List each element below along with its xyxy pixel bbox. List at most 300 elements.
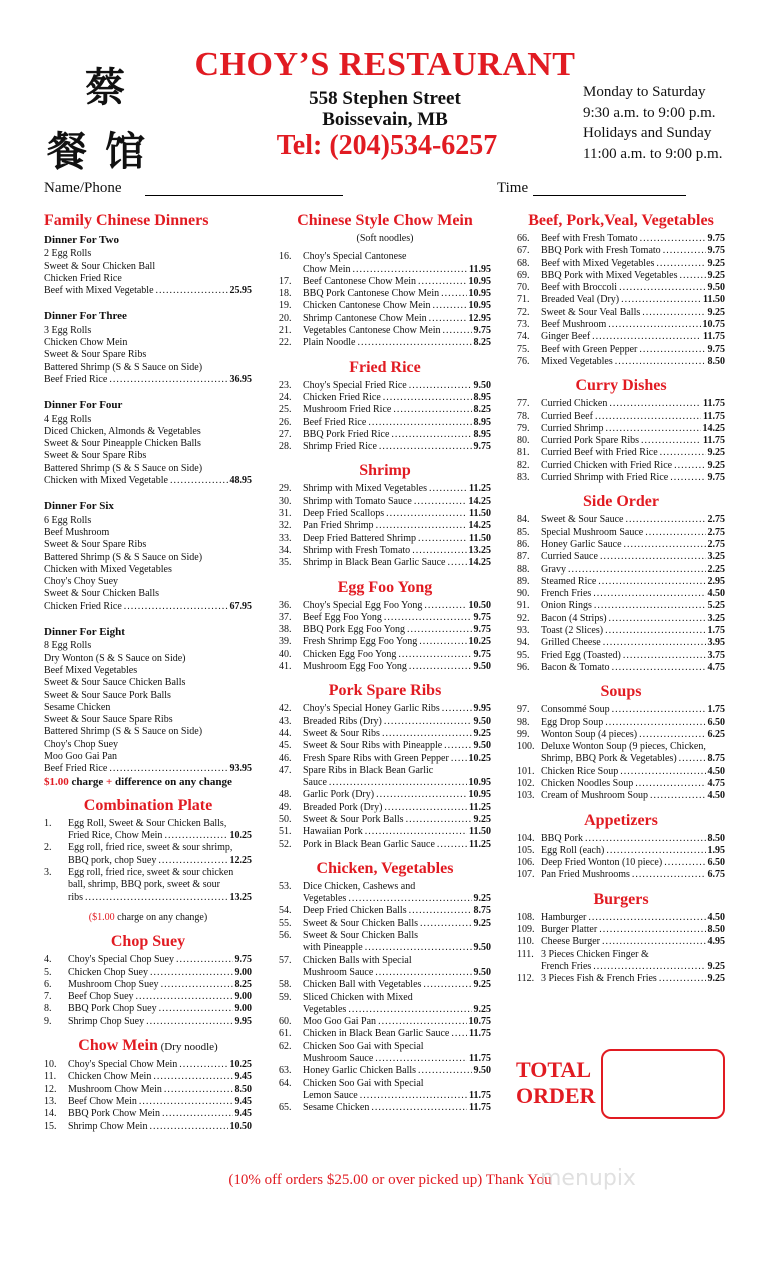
item-number: 99. [517, 728, 530, 740]
item-name: Bacon & Tomato ..... [541, 662, 706, 674]
dinner-name: Dinner For Four [44, 399, 123, 412]
item-price: 11.95 [469, 263, 491, 275]
dinner-item-name: Sweet & Sour Spare Ribs [44, 539, 147, 551]
item-name: Fried Rice, Chow Mein ..... [68, 830, 228, 842]
menu-item-line [517, 447, 725, 459]
menu-item-line [279, 600, 491, 612]
item-name: Chicken in Black Bean Garlic Sauce ..... [303, 1028, 467, 1040]
item-price: 2.95 [707, 575, 725, 587]
menu-item [517, 514, 725, 526]
item-number: 42. [279, 703, 292, 715]
dinner-item-name: Chicken Fried Rice ..... [44, 601, 228, 613]
item-name: Hawaiian Pork ..... [303, 826, 467, 838]
menu-item-line [279, 881, 491, 893]
item-number: 97. [517, 704, 530, 716]
menu-item [44, 1121, 252, 1133]
menu-item-line [279, 1041, 491, 1053]
item-name: Beef with Green Pepper ..... [541, 344, 706, 356]
item-price: 12.25 [229, 854, 252, 866]
item-price: 13.25 [229, 891, 252, 903]
item-price: 11.25 [469, 483, 491, 495]
item-name: Egg Roll (each) ..... [541, 845, 706, 857]
item-price: 11.75 [703, 331, 725, 343]
item-name: BBQ Pork Chow Mein ..... [68, 1108, 233, 1120]
menu-item [517, 307, 725, 319]
item-number: 78. [517, 410, 530, 422]
combination-list [44, 818, 252, 904]
menu-item-line [279, 661, 491, 673]
menu-item [517, 460, 725, 472]
menu-item [44, 1108, 252, 1120]
section-title-egg-foo-yong: Egg Foo Yong [337, 578, 433, 596]
item-name: Shrimp Chow Mein ..... [68, 1121, 228, 1133]
item-number: 52. [279, 838, 292, 850]
menu-item-line [44, 1108, 252, 1120]
item-name: Choy's Special Cantonese [303, 251, 407, 263]
item-number: 106. [517, 857, 535, 869]
menu-item [517, 551, 725, 563]
menu-item [517, 576, 725, 588]
time-field[interactable] [533, 195, 686, 196]
chinese-chow-mein-subtitle: (Soft noodles) [356, 233, 414, 244]
item-number: 104. [517, 832, 535, 844]
menu-item [44, 991, 252, 1003]
item-number: 14. [44, 1108, 57, 1120]
item-number: 34. [279, 544, 292, 556]
item-number: 26. [279, 416, 292, 428]
item-number: 32. [279, 520, 292, 532]
dinner-item-name: 2 Egg Rolls [44, 248, 92, 260]
item-name: BBQ Pork with Mixed Vegetables ..... [541, 270, 706, 282]
item-number: 4. [44, 954, 52, 966]
menu-item-line [517, 460, 725, 472]
item-number: 9. [44, 1015, 52, 1027]
appetizers-list [517, 833, 725, 882]
item-name: Egg roll, fried rice, sweet & sour shrimp, [68, 842, 233, 854]
item-price: 3.95 [707, 637, 725, 649]
item-name: Mushroom Sauce ..... [303, 967, 472, 979]
item-name: Deep Fried Scallops ..... [303, 508, 467, 520]
item-price: 9.50 [473, 966, 491, 978]
side-order-list [517, 514, 725, 674]
item-price: 11.25 [469, 838, 491, 850]
item-number: 29. [279, 483, 292, 495]
item-price: 10.50 [229, 1120, 252, 1132]
dinner-item-name: Beef Mushroom [44, 526, 110, 538]
menu-item-line [279, 612, 491, 624]
item-name: Chicken Cantonese Chow Mein ..... [303, 300, 467, 312]
item-number: 60. [279, 1016, 292, 1028]
item-name: Pan Fried Shrimp ..... [303, 520, 467, 532]
menu-item-line [44, 991, 252, 1003]
menu-item-line [279, 313, 491, 325]
item-number: 75. [517, 343, 530, 355]
item-number: 19. [279, 300, 292, 312]
family-dinner [44, 500, 252, 613]
item-name: BBQ Pork Fried Rice ..... [303, 429, 472, 441]
item-number: 43. [279, 715, 292, 727]
item-name: Vegetables Cantonese Chow Mein ..... [303, 325, 472, 337]
menu-item-line [279, 955, 491, 967]
menu-item [44, 1059, 252, 1071]
item-price: 9.50 [473, 379, 491, 391]
item-name: Deep Fried Chicken Balls ..... [303, 905, 472, 917]
menu-item-line [44, 954, 252, 966]
item-number: 27. [279, 428, 292, 440]
menu-item [517, 356, 725, 368]
item-price: 9.25 [707, 269, 725, 281]
item-price: 8.95 [473, 416, 491, 428]
item-number: 5. [44, 966, 52, 978]
menu-item-line [517, 833, 725, 845]
dinner-item [44, 726, 252, 738]
item-price: 10.95 [468, 300, 491, 312]
menu-item [279, 1078, 491, 1103]
dinner-price: 67.95 [229, 600, 252, 612]
dinner-item-name: Sweet & Sour Pineapple Chicken Balls [44, 438, 201, 450]
item-price: 9.25 [473, 727, 491, 739]
menu-item [279, 313, 491, 325]
menu-item [279, 826, 491, 838]
item-name: Choy's Special Egg Foo Yong ..... [303, 600, 467, 612]
item-price: 4.75 [707, 777, 725, 789]
section-title-curry: Curry Dishes [575, 377, 667, 395]
charge-note [44, 776, 252, 788]
item-name: Breaded Pork (Dry) ..... [303, 802, 467, 814]
item-number: 3. [44, 867, 52, 879]
section-title-chow-mein [44, 1036, 252, 1057]
item-number: 68. [517, 257, 530, 269]
menu-item [517, 869, 725, 881]
menu-item-line [279, 1016, 491, 1028]
menu-item [517, 411, 725, 423]
item-name: Deluxe Wonton Soup (9 pieces, Chicken, [541, 741, 706, 753]
family-dinners [44, 234, 252, 776]
item-name: Grilled Cheese ..... [541, 637, 706, 649]
watermark-logo: menupix [540, 1166, 636, 1191]
dinner-item [44, 285, 252, 297]
item-price: 9.75 [473, 611, 491, 623]
menu-item-line [44, 818, 252, 830]
menu-item [279, 649, 491, 661]
item-price: 4.50 [707, 790, 725, 802]
menu-item-line [517, 411, 725, 423]
item-price: 9.50 [473, 740, 491, 752]
menu-item-line [279, 337, 491, 349]
dinner-item-name: Battered Shrimp (S & S Sauce on Side) [44, 361, 203, 373]
item-name: Chicken Soo Gai with Special [303, 1077, 424, 1089]
menu-item-line [517, 949, 725, 961]
menu-item-line [279, 276, 491, 288]
charge-note-text: charge [68, 775, 107, 788]
menu-item [279, 789, 491, 801]
item-price: 3.25 [707, 551, 725, 563]
total-label-line1: TOTAL [516, 1057, 591, 1082]
menu-item-line [517, 344, 725, 356]
item-number: 1. [44, 817, 52, 829]
charge-note-plus: + [106, 775, 113, 788]
menu-item-line [279, 942, 491, 954]
dinner-item [44, 438, 252, 450]
menu-item-line [517, 857, 725, 869]
menu-item [279, 1028, 491, 1040]
item-name: Beef Egg Foo Yong ..... [303, 612, 472, 624]
menu-item [517, 398, 725, 410]
item-number: 77. [517, 398, 530, 410]
item-name: Breaded Ribs (Dry) ..... [303, 716, 472, 728]
menu-item [517, 625, 725, 637]
chow-mein-subtitle: (Dry noodle) [157, 1041, 218, 1054]
item-price: 4.50 [707, 588, 725, 600]
item-name: Shrimp, BBQ Pork & Vegetables) ..... [541, 753, 706, 765]
item-number: 101. [517, 765, 535, 777]
item-number: 39. [279, 636, 292, 648]
dinner-item-name: Battered Shrimp (S & S Sauce on Side) [44, 726, 203, 738]
item-number: 45. [279, 740, 292, 752]
menu-item-line [517, 778, 725, 790]
menu-item-line [517, 233, 725, 245]
item-price: 9.50 [473, 661, 491, 673]
dinner-item [44, 414, 252, 426]
menu-item-line [44, 842, 252, 854]
menu-item-line [517, 398, 725, 410]
combination-note-amount: ($1.00 [88, 911, 115, 923]
menu-item-line [517, 539, 725, 551]
menu-item [517, 973, 725, 985]
menu-item-line [517, 270, 725, 282]
menu-item-line [279, 893, 491, 905]
menu-item [279, 1102, 491, 1114]
menu-item [279, 992, 491, 1017]
item-number: 50. [279, 813, 292, 825]
item-number: 76. [517, 355, 530, 367]
dinner-item-name: Chicken with Mixed Vegetable ..... [44, 475, 228, 487]
dinner-item-name: Chicken Chow Mein [44, 337, 128, 349]
menu-item-line [44, 830, 252, 842]
item-price: 2.25 [707, 563, 725, 575]
item-price: 12.95 [468, 312, 491, 324]
item-name: BBQ Pork Egg Foo Yong ..... [303, 624, 472, 636]
item-price: 8.95 [473, 391, 491, 403]
menu-item [517, 294, 725, 306]
menu-item-line [517, 527, 725, 539]
item-number: 57. [279, 954, 292, 966]
item-number: 38. [279, 624, 292, 636]
item-name: Sweet & Sour Veal Balls ..... [541, 307, 706, 319]
dinner-item-name: Sweet & Sour Spare Ribs [44, 349, 147, 361]
menu-item [517, 613, 725, 625]
item-number: 55. [279, 917, 292, 929]
menu-item-line [44, 892, 252, 904]
item-name: Egg roll, fried rice, sweet & sour chicken [68, 867, 234, 879]
menu-item-line [44, 1121, 252, 1133]
menu-item [279, 276, 491, 288]
item-name: Sweet & Sour Ribs ..... [303, 728, 472, 740]
item-number: 33. [279, 532, 292, 544]
item-number: 87. [517, 551, 530, 563]
item-number: 103. [517, 790, 535, 802]
menu-item-line [517, 435, 725, 447]
item-number: 16. [279, 251, 292, 263]
dinner-item [44, 374, 252, 386]
item-name: Mixed Vegetables ..... [541, 356, 706, 368]
item-name: Cream of Mushroom Soup ..... [541, 790, 706, 802]
menu-item [517, 650, 725, 662]
item-price: 9.00 [234, 966, 252, 978]
menu-item-line [279, 992, 491, 1004]
menu-item [517, 270, 725, 282]
item-price: 8.25 [473, 337, 491, 349]
dinner-item-name: Beef Mixed Vegetables [44, 664, 138, 676]
dinner-price: 36.95 [229, 373, 252, 385]
menu-item-line [279, 703, 491, 715]
dinner-name: Dinner For Eight [44, 626, 125, 639]
item-name: Shrimp Chop Suey ..... [68, 1016, 233, 1028]
item-number: 40. [279, 648, 292, 660]
item-number: 95. [517, 649, 530, 661]
item-name: Choy's Special Fried Rice ..... [303, 380, 472, 392]
item-price: 4.75 [707, 661, 725, 673]
menu-item [279, 918, 491, 930]
item-name: Hamburger ..... [541, 912, 706, 924]
shrimp-list [279, 483, 491, 569]
dinner-item [44, 325, 252, 337]
item-price: 10.75 [702, 319, 725, 331]
item-number: 62. [279, 1040, 292, 1052]
name-phone-field[interactable] [145, 195, 343, 196]
menu-item-line [279, 508, 491, 520]
item-number: 80. [517, 435, 530, 447]
item-name: Deep Fried Battered Shrimp ..... [303, 533, 467, 545]
menu-item-line [279, 520, 491, 532]
menu-item-line [517, 741, 725, 753]
menu-item-line [279, 636, 491, 648]
item-price: 9.25 [473, 813, 491, 825]
item-number: 17. [279, 275, 292, 287]
item-number: 37. [279, 611, 292, 623]
menu-item [517, 447, 725, 459]
menu-item-line [279, 826, 491, 838]
menu-item [279, 814, 491, 826]
menu-item-line [517, 514, 725, 526]
item-number: 13. [44, 1095, 57, 1107]
item-number: 12. [44, 1083, 57, 1095]
item-name: Chicken Chow Mein ..... [68, 1071, 233, 1083]
item-number: 71. [517, 294, 530, 306]
menu-item-line [279, 496, 491, 508]
menu-item-line [517, 356, 725, 368]
item-price: 10.25 [229, 830, 252, 842]
menu-item-line [517, 307, 725, 319]
item-price: 10.75 [468, 1016, 491, 1028]
item-name: BBQ Pork with Fresh Tomato ..... [541, 245, 706, 257]
menu-item-line [279, 789, 491, 801]
item-price: 8.75 [707, 753, 725, 765]
dinner-item [44, 714, 252, 726]
item-number: 107. [517, 869, 535, 881]
dinner-item [44, 450, 252, 462]
item-price: 9.75 [707, 233, 725, 244]
item-name: Curried Chicken ..... [541, 398, 701, 410]
item-name: Beef Chow Mein ..... [68, 1096, 233, 1108]
item-number: 70. [517, 282, 530, 294]
menu-item [517, 245, 725, 257]
item-number: 94. [517, 637, 530, 649]
dinner-name: Dinner For Two [44, 234, 119, 246]
item-price: 9.75 [707, 472, 725, 484]
item-name: Lemon Sauce ..... [303, 1090, 467, 1102]
item-price: 8.50 [234, 1083, 252, 1095]
menu-item-line [279, 380, 491, 392]
item-price: 9.95 [473, 703, 491, 715]
item-number: 2. [44, 842, 52, 854]
item-price: 10.95 [468, 789, 491, 801]
item-price: 14.25 [468, 495, 491, 507]
menu-item [517, 564, 725, 576]
item-name: Special Mushroom Sauce ..... [541, 527, 706, 539]
item-number: 20. [279, 312, 292, 324]
item-name: Chow Mein ..... [303, 264, 467, 276]
item-number: 10. [44, 1059, 57, 1071]
item-number: 88. [517, 563, 530, 575]
item-price: 9.45 [234, 1108, 252, 1120]
item-price: 4.95 [707, 936, 725, 948]
menu-item-line [44, 855, 252, 867]
menu-item-line [517, 588, 725, 600]
item-price: 5.25 [707, 600, 725, 612]
dinner-item [44, 248, 252, 260]
menu-item [517, 331, 725, 343]
dinner-item [44, 426, 252, 438]
menu-item [517, 435, 725, 447]
dinner-item-name: 4 Egg Rolls [44, 413, 92, 425]
total-order-box[interactable] [601, 1049, 725, 1119]
item-name: Shrimp in Black Bean Garlic Sauce ..... [303, 557, 467, 569]
family-dinner [44, 310, 252, 386]
section-title-chinese-chow-mein: Chinese Style Chow Mein [297, 212, 473, 229]
menu-item [279, 979, 491, 991]
menu-item [517, 539, 725, 551]
item-name: Ginger Beef ..... [541, 331, 701, 343]
menu-item [517, 233, 725, 245]
item-price: 10.95 [468, 777, 491, 789]
menu-item-line [517, 961, 725, 973]
menu-item-line [517, 912, 725, 924]
menu-item [517, 258, 725, 270]
item-name: Choy's Special Chow Mein ..... [68, 1059, 228, 1071]
menu-item-line [44, 1016, 252, 1028]
menu-item-line [517, 924, 725, 936]
item-number: 18. [279, 288, 292, 300]
menu-item-line [279, 417, 491, 429]
menu-item [279, 955, 491, 980]
item-name: with Pineapple ..... [303, 942, 472, 954]
menu-column-1 [44, 203, 252, 1133]
menu-item-line [279, 753, 491, 765]
item-price: 3.25 [707, 612, 725, 624]
item-price: 9.50 [473, 942, 491, 954]
total-label-line2: ORDER [516, 1083, 596, 1108]
chicken-list [279, 881, 491, 1115]
menu-item [279, 600, 491, 612]
burgers-list [517, 912, 725, 986]
menu-item-line [279, 264, 491, 276]
item-name: Toast (2 Slices) ..... [541, 625, 706, 637]
family-dinner [44, 626, 252, 776]
menu-item [517, 766, 725, 778]
item-name: Beef Cantonese Chow Mein ..... [303, 276, 467, 288]
item-price: 9.45 [234, 1095, 252, 1107]
